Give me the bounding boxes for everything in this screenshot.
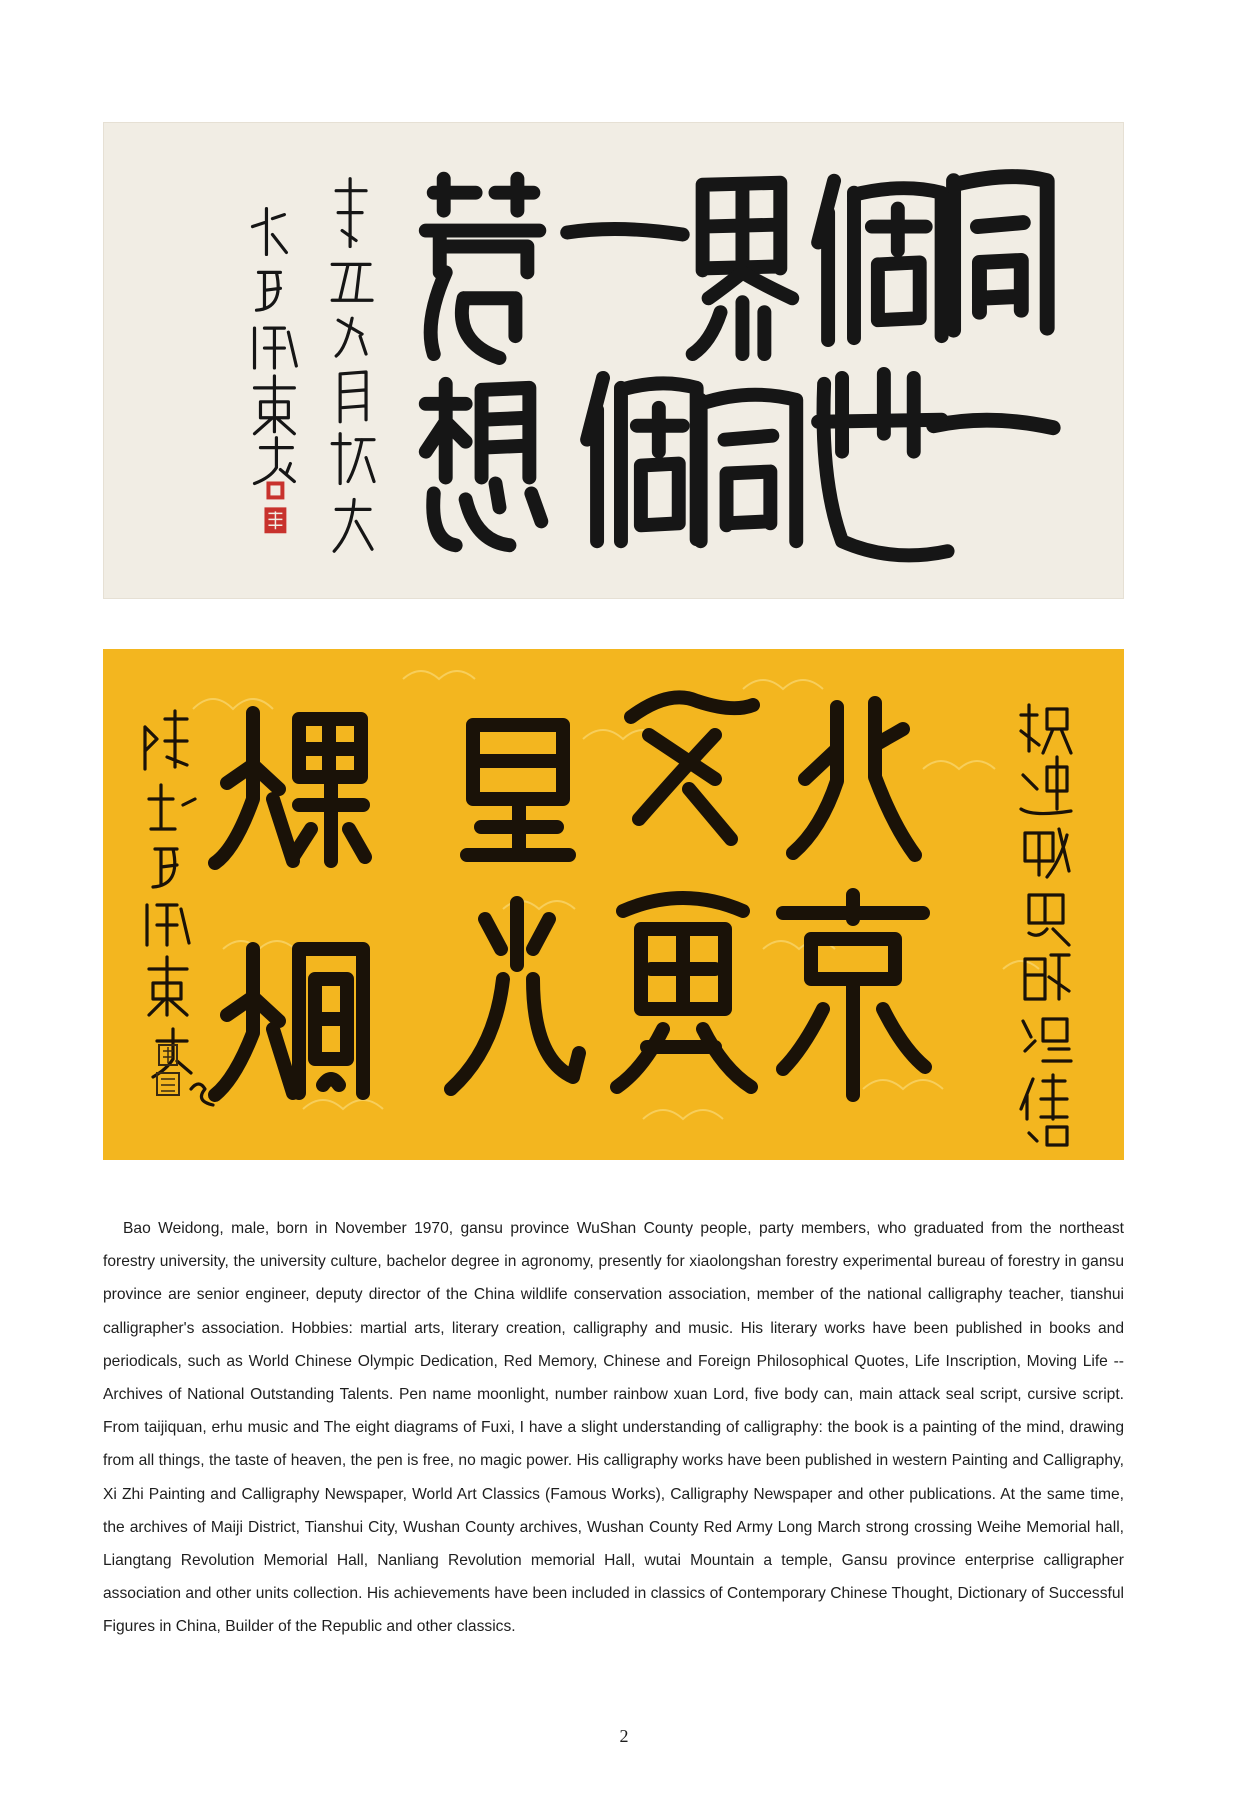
calligraphy-artwork-white — [103, 122, 1124, 599]
artist-seals-white — [264, 481, 286, 533]
artist-seals-yellow — [157, 1045, 179, 1095]
calligraphy-image-yellow — [103, 649, 1124, 1160]
page-number: 2 — [619, 1726, 629, 1746]
calligraphy-artwork-yellow — [103, 649, 1124, 1160]
artist-biography: Bao Weidong, male, born in November 1970, gansu province WuShan County people, party members, who graduated from the northeast forestry university, the university culture, bachelor degree in agronomy, presently for xiaolongshan forestry experimental bureau of forestry in gansu province are senior engineer, deputy director of the China wildlife conservation association, member of the national calligraphy teacher, tianshui calligrapher's association. Hobbies: martial arts, literary creation, calligraphy and music. His literary works have been published in books and periodicals, such as World Chinese Olympic Dedication, Red Memory, Chinese and Foreign Philosophical Quotes, Life Inscription, Moving Life -- Archives of National Outstanding Talents. Pen name moonlight, number rainbow xuan Lord, five body can, main attack seal script, cursive script. From taijiquan, erhu music and The eight diagrams of Fuxi, I have a slight understanding of calligraphy: the book is a painting of the mind, drawing from all things, the taste of heaven, the pen is free, no magic power. His calligraphy works have been published in western Painting and Calligraphy, Xi Zhi Painting and Calligraphy Newspaper, World Art Classics (Famous Works), Calligraphy Newspaper and other publications. At the same time, the archives of Maiji District, Tianshui City, Wushan County archives, Wushan County Red Army Long March strong crossing Weihe Memorial hall, Liangtang Revolution Memorial Hall, Nanliang Revolution memorial Hall, wutai Mountain a temple, Gansu province enterprise calligrapher association and other units collection. His achievements have been included in classics of Contemporary Chinese Thought, Dictionary of Successful Figures in China, Builder of the Republic and other classics. — [103, 1220, 1124, 1636]
calligraphy-image-white — [104, 123, 1123, 598]
